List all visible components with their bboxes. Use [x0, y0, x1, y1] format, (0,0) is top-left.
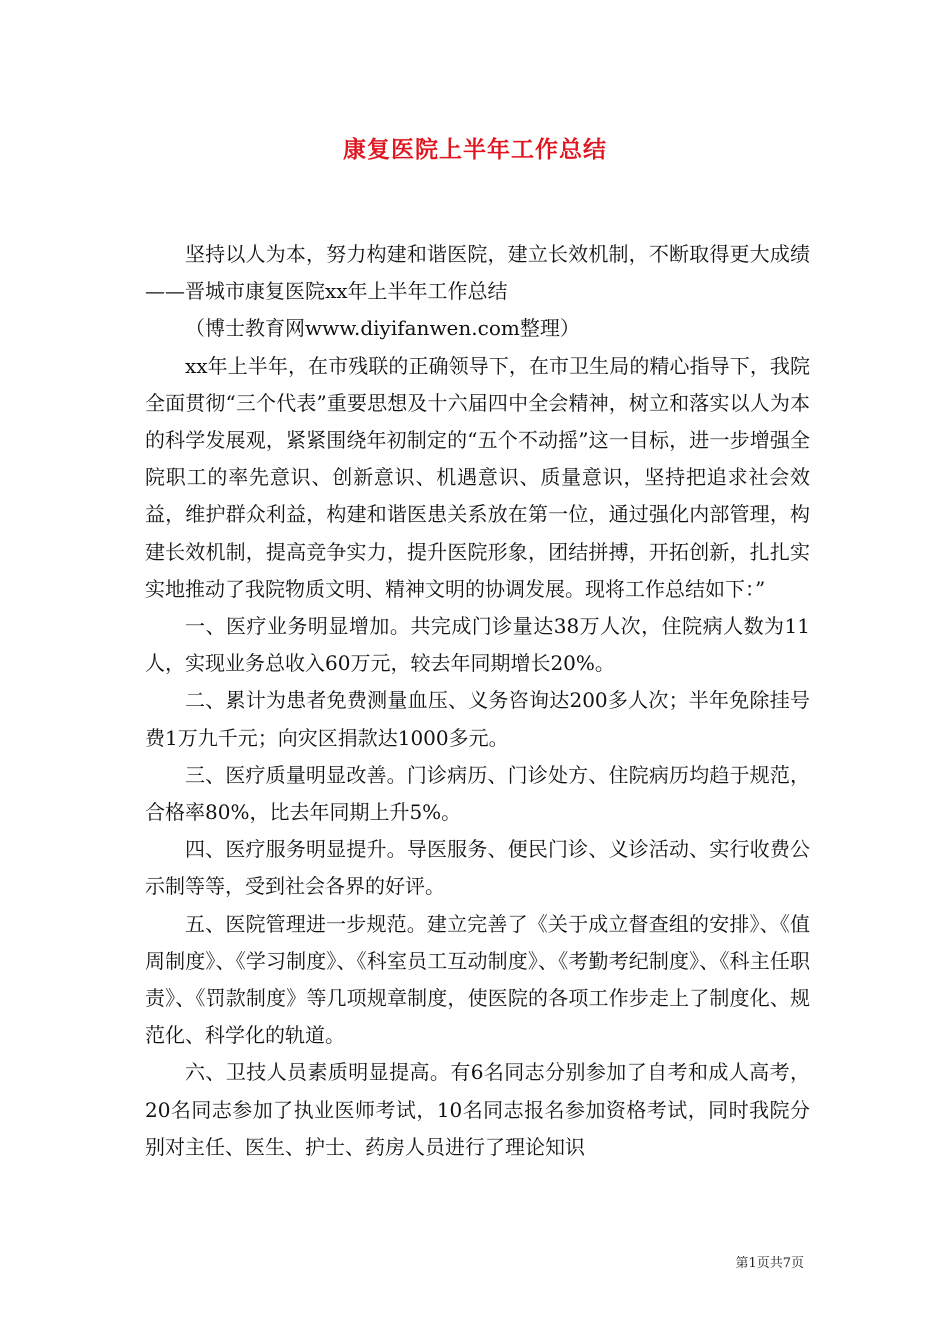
paragraph-overview: xx年上半年，在市残联的正确领导下，在市卫生局的精心指导下，我院全面贯彻“三个代表”重要思想及十六届四中全会精神，树立和落实以人为本的科学发展观，紧紧围绕年初制定的“五个不动摇”这一目标，进一步增强全院职工的率先意识、创新意识、机遇意识、质量意识，坚持把追求社会效益，维护群众利益，构建和谐医患关系放在第一位，通过强化内部管理，构建长效机制，提高竞争实力，提升医院形象，团结拼搏，开拓创新，扎扎实实地推动了我院物质文明、精神文明的协调发展。现将工作总结如下：” — [145, 353, 810, 601]
paragraph-source: （博士教育网www.diyifanwen.com整理） — [185, 316, 580, 341]
page-number: 第1页共7页 — [735, 1256, 804, 1271]
paragraph-item-6: 六、卫技人员素质明显提高。有6名同志分别参加了自考和成人高考，20名同志参加了执业医师考试，10名同志报名参加资格考试，同时我院分别对主任、医生、护士、药房人员进行了理论知识 — [145, 1060, 810, 1159]
document-title: 康复医院上半年工作总结 — [343, 136, 607, 163]
paragraph-item-4: 四、医疗服务明显提升。导医服务、便民门诊、义诊活动、实行收费公示制等等，受到社会各界的好评。 — [145, 837, 810, 899]
paragraph-item-3: 三、医疗质量明显改善。门诊病历、门诊处方、住院病历均趋于规范，合格率80%，比去年同期上升5%。 — [145, 762, 810, 825]
paragraph-intro: 坚持以人为本，努力构建和谐医院，建立长效机制，不断取得更大成绩——晋城市康复医院xx年上半年工作总结 — [145, 242, 810, 304]
paragraph-item-2: 二、累计为患者免费测量血压、义务咨询达200多人次；半年免除挂号费1万九千元；向灾区捐款达1000多元。 — [145, 688, 810, 750]
paragraph-item-5: 五、医院管理进一步规范。建立完善了《关于成立督查组的安排》、《值周制度》、《学习制度》、《科室员工互动制度》、《考勤考纪制度》、《科主任职责》、《罚款制度》等几项规章制度，使医院的各项工作步走上了制度化、规范化、科学化的轨道。 — [145, 911, 810, 1048]
paragraph-item-1: 一、医疗业务明显增加。共完成门诊量达38万人次，住院病人数为11人，实现业务总收入60万元，较去年同期增长20%。 — [145, 614, 810, 676]
document-body — [145, 236, 810, 1166]
